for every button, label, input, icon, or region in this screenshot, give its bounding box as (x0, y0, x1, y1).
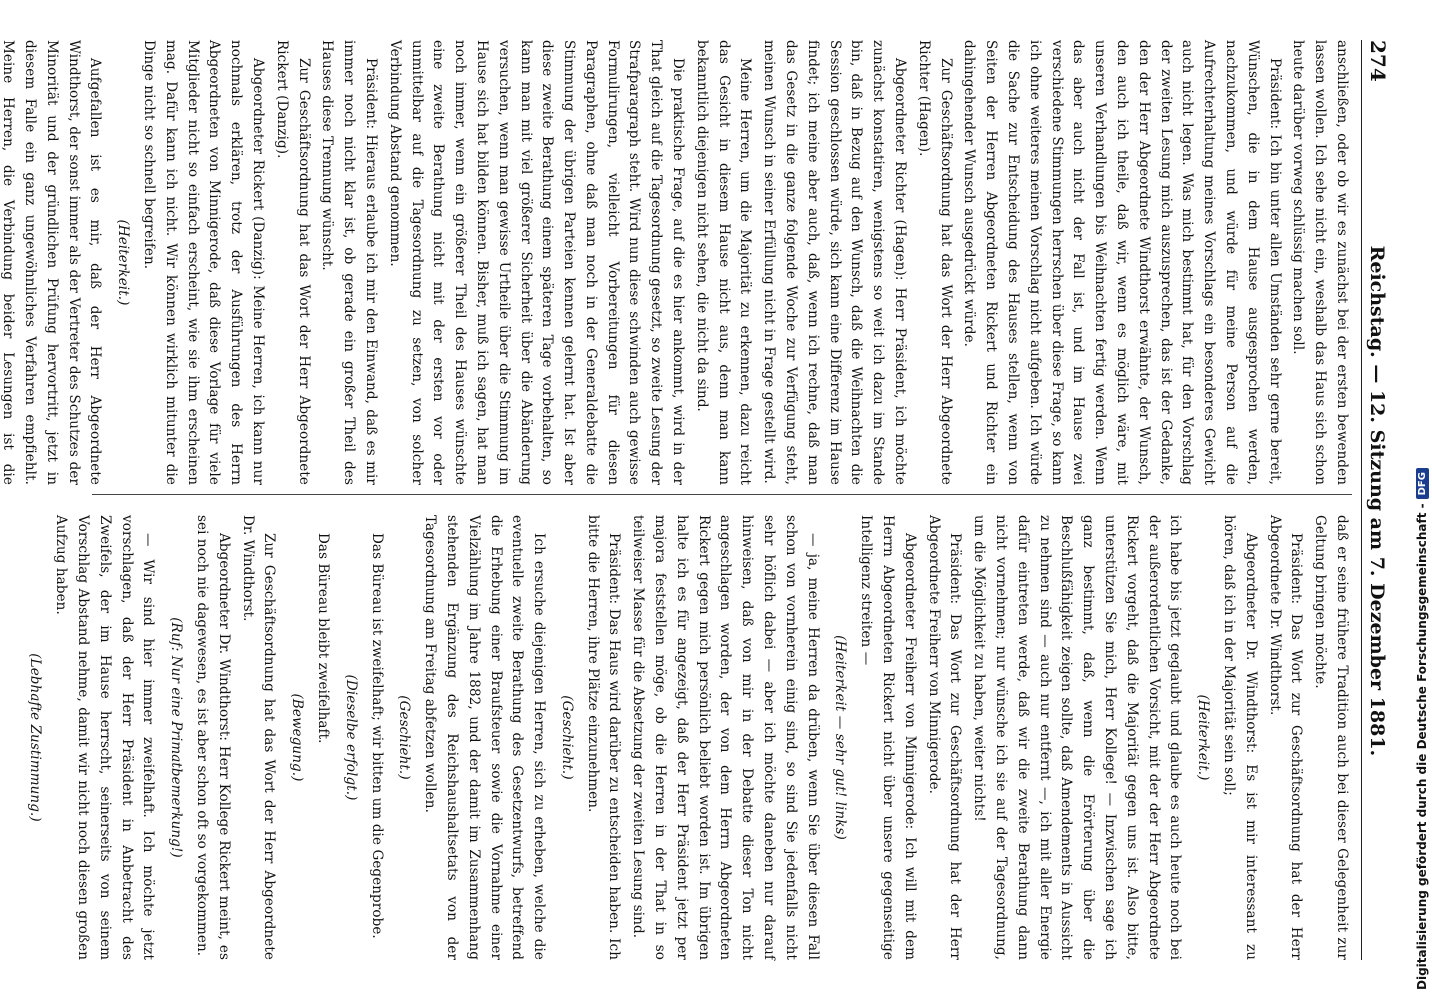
paragraph: Ich ersuche diejenigen Herren, sich zu erheben, welche die eventuelle zweite Berathung des Gesetzentwurfs, betreffend die Erhebung einer Braufsteuer sowie die Vornahme einer Vielzählung im Jahre 1882, und der damit im Zusammenhang stehenden Ergänzung des Reichshaushaltsetats von der Tagesordnung am Freitag abfetzen wollen. (422, 515, 548, 960)
paragraph: Das Büreau ist zweifelhaft; wir bitten um die Gegenprobe. (368, 533, 385, 939)
paragraph: anschließen, oder ob wir es zunächst bei der ersten bewenden lassen wollen. Ich sehe nicht ein, weshalb das Haus sich schon heute darüber vorweg schlüssig machen soll. (1290, 40, 1350, 485)
paragraph: Die praktische Frage, auf die es hier ankommt, wird in der That gleich auf die Tagesordnung gesetzt, so zweite Lesung der Strafparagraph steht. Wird nun diese schwinden auch gewisse Formulirungen, vielleicht Vorbereitungen für diesen Paragraphen, ohne daß man noch in der Generaldebatte die Stimmung der übrigen Parteien kennen gelernt hat. Ist aber diese zweite Berathung einem späteren Tage vorbehalten, so kann man mit viel größerer Sicherheit über die Abänderung versuchen, wenn man gewisse Urtheile über die Stimmung im Hause sich hat bilden können. Bisher, muß ich sagen, hat man noch immer, wenn ein größerer Theil des Hauses wünschte eine zweite Berathung nicht mit der ersten vor oder unmittelbar auf die Tagesordnung zu setzen, von solcher Verbindung Abstand genommen. (386, 40, 687, 485)
paragraph: Das Büreau bleibt zweifelhaft. (314, 533, 331, 744)
column-divider (92, 494, 1352, 495)
stage-direction: (Geschieht.) (396, 695, 413, 780)
stage-direction: (Ruf: Nur eine Primatbemerkung!) (168, 617, 185, 858)
paragraph: Zur Geschäftsordnung hat das Wort der Herr Abgeordnete Richter (Hagen). (915, 40, 954, 485)
digitization-credit (1412, 10, 1432, 990)
paragraph: — Wir sind hier immer zweifelhaft. Ich möchte jetzt vorschlagen, daß der Herr Präsident in Anbetracht des Zweifels, der im Hause herrscht, seinerseits von seinem Vorschlag Abstand nehme, damit wir nicht noch diesen großen Aufzug haben. (53, 515, 157, 960)
paragraph: Aufgefallen ist es mir, daß der Herr Abgeordnete Windthorst, der sonst immer als der Vertreter des Schutzes der Minorität und der gründlichen Prüfung hervortritt, jetzt in diesem Falle ein ganz ungewöhnliches Verfahren empfiehlt. Meine Herren, die Verbindung beider Lesungen ist die (0, 40, 104, 485)
paragraph: Abgeordneter Rickert (Danzig): Meine Herren, ich kann nur nochmals erklären, trotz der Ausführungen des Herrn Abgeordneten von Minnigerode, daß diese Vorlage für viele Mitglieder nicht so einfach erscheint, wie sie ihm erscheinen mag. Dafür kann ich nicht. Wir können wirklich mitunter die Dinge nicht so schnell begreifen. (140, 40, 266, 485)
page-header (1361, 40, 1412, 960)
left-column (0, 40, 1352, 485)
paragraph: Abgeordneter Richter (Hagen): Herr Präsident, ich möchte zunächst konstatiren, wenigstens so weit ich dazu im Stande bin, daß in Bezug auf den Wunsch, daß die Weihnachten die Session geschlossen würde, sich kann eine Differenz im Hause findet; ich meine aber auch, daß, wenn ich rechne, daß man das Gesetz in die ganze folgende Woche zur Verfügung steht, meinen Wunsch in seiner Erfüllung nicht in Frage gestellt wird. (761, 40, 909, 485)
stage-direction: (Lebhafte Zustimmung.) (27, 653, 44, 822)
stage-direction: (Bewegung.) (289, 693, 306, 782)
paragraph: Meine Herren, um die Majorität zu erkennen, dazu reicht das Gesicht in diesem Hause nicht aus, denn man kann bekanntlich diejenigen nicht sehen, die nicht da sind. (693, 40, 754, 485)
paragraph: Präsident: Das Wort zur Geschäftsordnung hat der Herr Abgeordnete Dr. Windthorst. (1266, 515, 1305, 960)
paragraph: Abgeordneter Dr. Windthorst: Es ist mir interessant zu hören, daß ich in der Majorität sein soll; (1221, 515, 1259, 960)
running-title: Reichstag. — 12. Sitzung am 7. Dezember 1881. (1366, 245, 1388, 757)
paragraph: Präsident: Ich bin unter allen Umständen sehr gerne bereit, Wünschen, die in dem Hause ausgesprochen werden, nachzukommen, und würde für meine Person auf die Aufrechterhaltung meines Vorschlags ein besonderes Gewicht auch nicht legen. Was mich bestimmt hat, für den Vorschlag der zweiten Lesung mich auszusprechen, das ist der Gedanke, den der Herr Abgeordnete Windthorst erwähnte, der Wunsch, den auch ich theile, daß wir, wenn es möglich wäre, mit unseren Verhandlungen bis Weihnachten fertig werden. Wenn das aber auch nicht der Fall ist, und im Hause zwei verschiedene Stimmungen herrschen über diese Frage, so kann ich ohne weiteres meinen Vorschlag nicht aufgeben. Ich würde die Sache zur Entscheidung des Hauses stellen, wenn von Seiten der Herren Abgeordneten Rickert und Richter ein dahingehender Wunsch ausgedrückt würde. (961, 40, 1283, 485)
paragraph: ich habe bis jetzt geglaubt und glaube es auch heute noch bei der außerordentlichen Vorsicht, mit der der Herr Abgeordnete Rickert vorgeht, daß die Majorität gegen uns ist. Also bitte, unterstützen Sie mich, Herr Kollege! — Inzwischen sage ich ganz bestimmt, daß, wenn die Erörterung über die Beschlußfähigkeit zeigen sollte, daß Amendements in Aussicht zu nehmen sind — auch nur entfernt —, ich mit aller Energie dafür eintreten werde, daß wir die zweite Berathung dann nicht vornehmen; nur wünsche ich sie auf der Tagesordnung, um die Möglichkeit zu haben, weiter nichts! (971, 515, 1184, 960)
paragraph: daß er seine frühere Tradition auch bei dieser Gelegenheit zur Geltung bringen möchte. (1312, 515, 1350, 960)
right-column (27, 515, 1352, 960)
paragraph: Zur Geschäftsordnung hat das Wort der Herr Abgeordnete Dr. Windthorst. (239, 515, 278, 960)
page-number: 274 (1366, 40, 1390, 82)
paragraph: Präsident: Das Haus wird darüber zu entscheiden haben. Ich bitte die Herren, ihre Plätze einzunehmen. (584, 515, 623, 960)
paragraph: Präsident: Hieraus erlaube ich mir den Einwand, daß es mir immer noch nicht klar ist, ob gerade ein großer Theil des Hauses diese Trennung wünscht. (319, 40, 379, 485)
credit-text: Digitalisierung gefördert durch die Deutsche Forschungsgemeinschaft - (1415, 503, 1429, 990)
stage-direction: (Geschieht.) (558, 695, 575, 780)
stage-direction: (Heiterkeit.) (1195, 694, 1212, 781)
stage-direction: (Heiterkeit — sehr gut! links) (832, 635, 849, 840)
paragraph: — ja, meine Herren da drüben, wenn Sie über diesen Fall schon von vornherein einig sind, so sind Sie jedenfalls nicht sehr höflich dabei — aber ich möchte daneben nur darauf hinweisen, daß von mir in der Debatte dieser Ton nicht angeschlagen worden, der von dem Herrn Abgeordneten Rickert gegen mich persönlich beliebt worden ist. Im übrigen halte ich es für angezeigt, daß der Herr Präsident jetzt per majora feststellen möge, ob die Herren in der That in so teilweiser Masse für die Absetzung der zweiten Lesung sind. (630, 515, 821, 960)
paragraph: Zur Geschäftsordnung hat das Wort der Herr Abgeordnete Rickert (Danzig). (273, 40, 312, 485)
paragraph: Abgeordneter Dr. Windthorst: Herr Kollege Rickert meint, es sei noch nie dagewesen, es ist aber schon oft so vorgekommen. (193, 515, 232, 960)
dfg-logo: DFG (1416, 468, 1429, 499)
stage-direction: (Dieselbe erfolgt.) (342, 674, 359, 801)
stage-direction: (Heiterkeit.) (115, 219, 132, 306)
paragraph: Präsident: Das Wort zur Geschäftsordnung hat der Herr Abgeordnete Freiherr von Minnigerode. (925, 515, 964, 960)
paragraph: Abgeordneter Freiherr von Minnigerode: Ich will mit dem Herrn Abgeordneten Rickert nicht über unsere gegenseitige Intelligenz streiten — (858, 515, 918, 960)
